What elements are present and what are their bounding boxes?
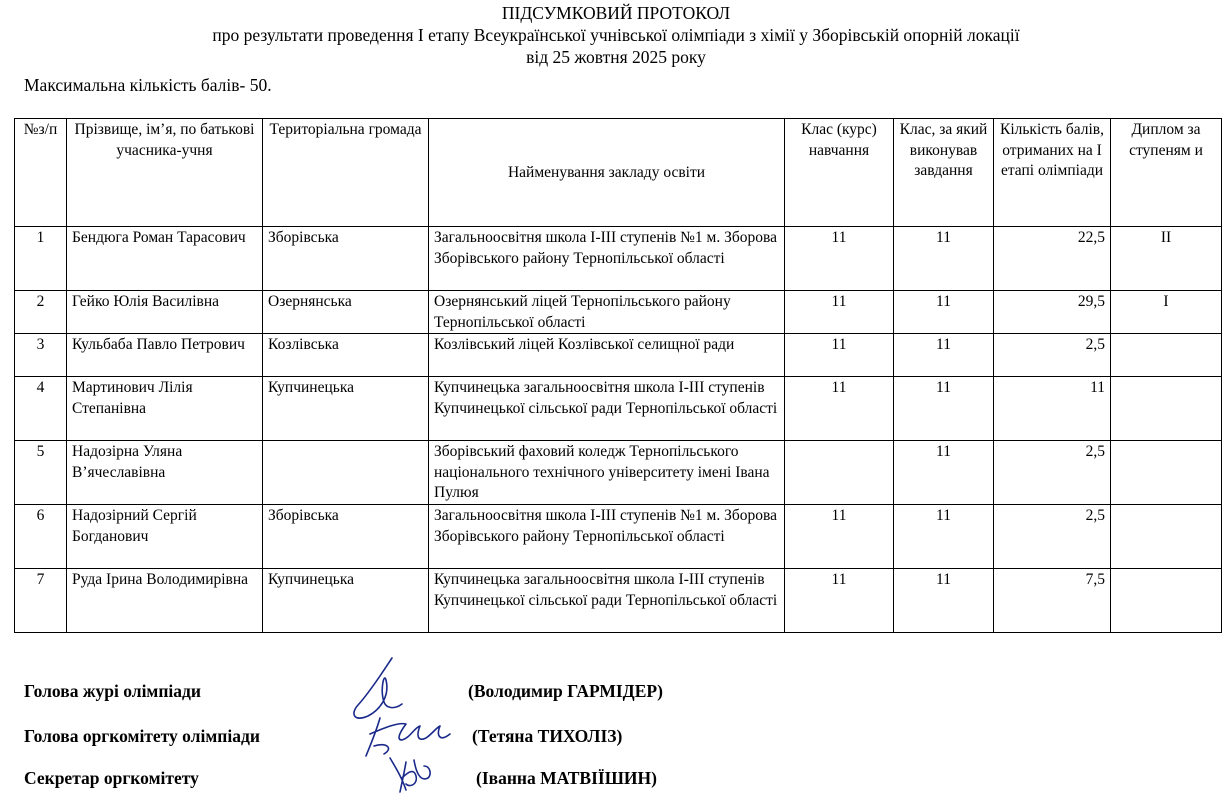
cell-school: Озернянський ліцей Тернопільського району Тернопільської області bbox=[429, 291, 785, 334]
cell-name: Гейко Юлія Василівна bbox=[67, 291, 263, 334]
cell-diploma bbox=[1111, 505, 1222, 569]
cell-school: Зборівський фаховий коледж Тернопільського національного технічного університету імені Івана Пулюя bbox=[429, 441, 785, 505]
cell-score: 2,5 bbox=[994, 441, 1111, 505]
col-community-header: Територіальна громада bbox=[263, 119, 429, 227]
cell-number: 5 bbox=[15, 441, 67, 505]
cell-grade: 11 bbox=[785, 291, 894, 334]
results-table bbox=[14, 118, 1222, 633]
cell-community: Озернянська bbox=[263, 291, 429, 334]
cell-task-grade: 11 bbox=[894, 291, 994, 334]
cell-task-grade: 11 bbox=[894, 377, 994, 441]
cell-community: Купчинецька bbox=[263, 569, 429, 633]
cell-school: Купчинецька загальноосвітня школа І-ІІІ ступенів Купчинецької сільської ради Тернопільської області bbox=[429, 377, 785, 441]
cell-school: Загальноосвітня школа І-ІІІ ступенів №1 м. Зборова Зборівського району Тернопільської області bbox=[429, 505, 785, 569]
cell-task-grade: 11 bbox=[894, 227, 994, 291]
cell-task-grade: 11 bbox=[894, 441, 994, 505]
cell-score: 22,5 bbox=[994, 227, 1111, 291]
table-row bbox=[15, 505, 1222, 569]
cell-community: Зборівська bbox=[263, 227, 429, 291]
table-header-row bbox=[15, 119, 1222, 227]
cell-name: Кульбаба Павло Петрович bbox=[67, 334, 263, 377]
cell-community: Козлівська bbox=[263, 334, 429, 377]
cell-score: 29,5 bbox=[994, 291, 1111, 334]
cell-task-grade: 11 bbox=[894, 505, 994, 569]
cell-name: Мартинович Лілія Степанівна bbox=[67, 377, 263, 441]
col-school-header: Найменування закладу освіти bbox=[429, 119, 785, 227]
document-date: від 25 жовтня 2025 року bbox=[526, 47, 706, 67]
cell-grade bbox=[785, 441, 894, 505]
cell-community: Купчинецька bbox=[263, 377, 429, 441]
cell-score: 2,5 bbox=[994, 334, 1111, 377]
cell-grade: 11 bbox=[785, 227, 894, 291]
col-grade-header: Клас (курс) навчання bbox=[785, 119, 894, 227]
signature-person: (Тетяна ТИХОЛІЗ) bbox=[472, 726, 623, 746]
cell-number: 2 bbox=[15, 291, 67, 334]
signature-stroke-jury bbox=[354, 658, 402, 718]
col-name-header: Прізвище, ім’я, по батькові учасника-учня bbox=[67, 119, 263, 227]
cell-school: Купчинецька загальноосвітня школа І-ІІІ ступенів Купчинецької сільської ради Тернопільської області bbox=[429, 569, 785, 633]
col-score-header: Кількість балів, отриманих на І етапі олімпіади bbox=[994, 119, 1111, 227]
cell-diploma bbox=[1111, 334, 1222, 377]
signature-stroke-orgcommittee bbox=[366, 718, 450, 756]
max-score-note: Максимальна кількість балів- 50. bbox=[24, 75, 272, 95]
signature-role: Голова оргкомітету олімпіади bbox=[24, 726, 260, 746]
cell-diploma bbox=[1111, 569, 1222, 633]
cell-number: 6 bbox=[15, 505, 67, 569]
table-row bbox=[15, 334, 1222, 377]
document-header bbox=[0, 2, 1232, 68]
table-row bbox=[15, 291, 1222, 334]
cell-task-grade: 11 bbox=[894, 334, 994, 377]
table-row bbox=[15, 377, 1222, 441]
cell-school: Козлівський ліцей Козлівської селищної ради bbox=[429, 334, 785, 377]
col-task-grade-header: Клас, за який виконував завдання bbox=[894, 119, 994, 227]
cell-number: 7 bbox=[15, 569, 67, 633]
cell-grade: 11 bbox=[785, 377, 894, 441]
signature-person: (Володимир ГАРМІДЕР) bbox=[468, 681, 663, 701]
signature-stroke-secretary bbox=[390, 758, 430, 792]
cell-score: 11 bbox=[994, 377, 1111, 441]
cell-diploma: ІІ bbox=[1111, 227, 1222, 291]
document-title: ПІДСУМКОВИЙ ПРОТОКОЛ bbox=[501, 3, 731, 23]
cell-school: Загальноосвітня школа І-ІІІ ступенів №1 м. Зборова Зборівського району Тернопільської області bbox=[429, 227, 785, 291]
cell-grade: 11 bbox=[785, 334, 894, 377]
cell-diploma bbox=[1111, 441, 1222, 505]
cell-number: 3 bbox=[15, 334, 67, 377]
cell-task-grade: 11 bbox=[894, 569, 994, 633]
table-row bbox=[15, 441, 1222, 505]
cell-name: Бендюга Роман Тарасович bbox=[67, 227, 263, 291]
cell-score: 7,5 bbox=[994, 569, 1111, 633]
cell-community bbox=[263, 441, 429, 505]
cell-name: Надозірна Уляна В’ячеславівна bbox=[67, 441, 263, 505]
cell-community: Зборівська bbox=[263, 505, 429, 569]
table-row bbox=[15, 569, 1222, 633]
table-row bbox=[15, 227, 1222, 291]
col-number-header: №з/п bbox=[15, 119, 67, 227]
cell-number: 4 bbox=[15, 377, 67, 441]
cell-name: Руда Ірина Володимирівна bbox=[67, 569, 263, 633]
cell-score: 2,5 bbox=[994, 505, 1111, 569]
document-subtitle: про результати проведення І етапу Всеукраїнської учнівської олімпіади з хімії у Зборівській опорній локації bbox=[212, 25, 1020, 45]
handwritten-signatures-image bbox=[340, 650, 480, 800]
signature-role: Секретар оргкомітету bbox=[24, 768, 199, 788]
signature-person: (Іванна МАТВІЇШИН) bbox=[476, 768, 657, 788]
cell-grade: 11 bbox=[785, 505, 894, 569]
col-diploma-header: Диплом за ступеням и bbox=[1111, 119, 1222, 227]
signature-role: Голова журі олімпіади bbox=[24, 681, 201, 701]
cell-number: 1 bbox=[15, 227, 67, 291]
cell-diploma bbox=[1111, 377, 1222, 441]
cell-name: Надозірний Сергій Богданович bbox=[67, 505, 263, 569]
cell-diploma: І bbox=[1111, 291, 1222, 334]
cell-grade: 11 bbox=[785, 569, 894, 633]
